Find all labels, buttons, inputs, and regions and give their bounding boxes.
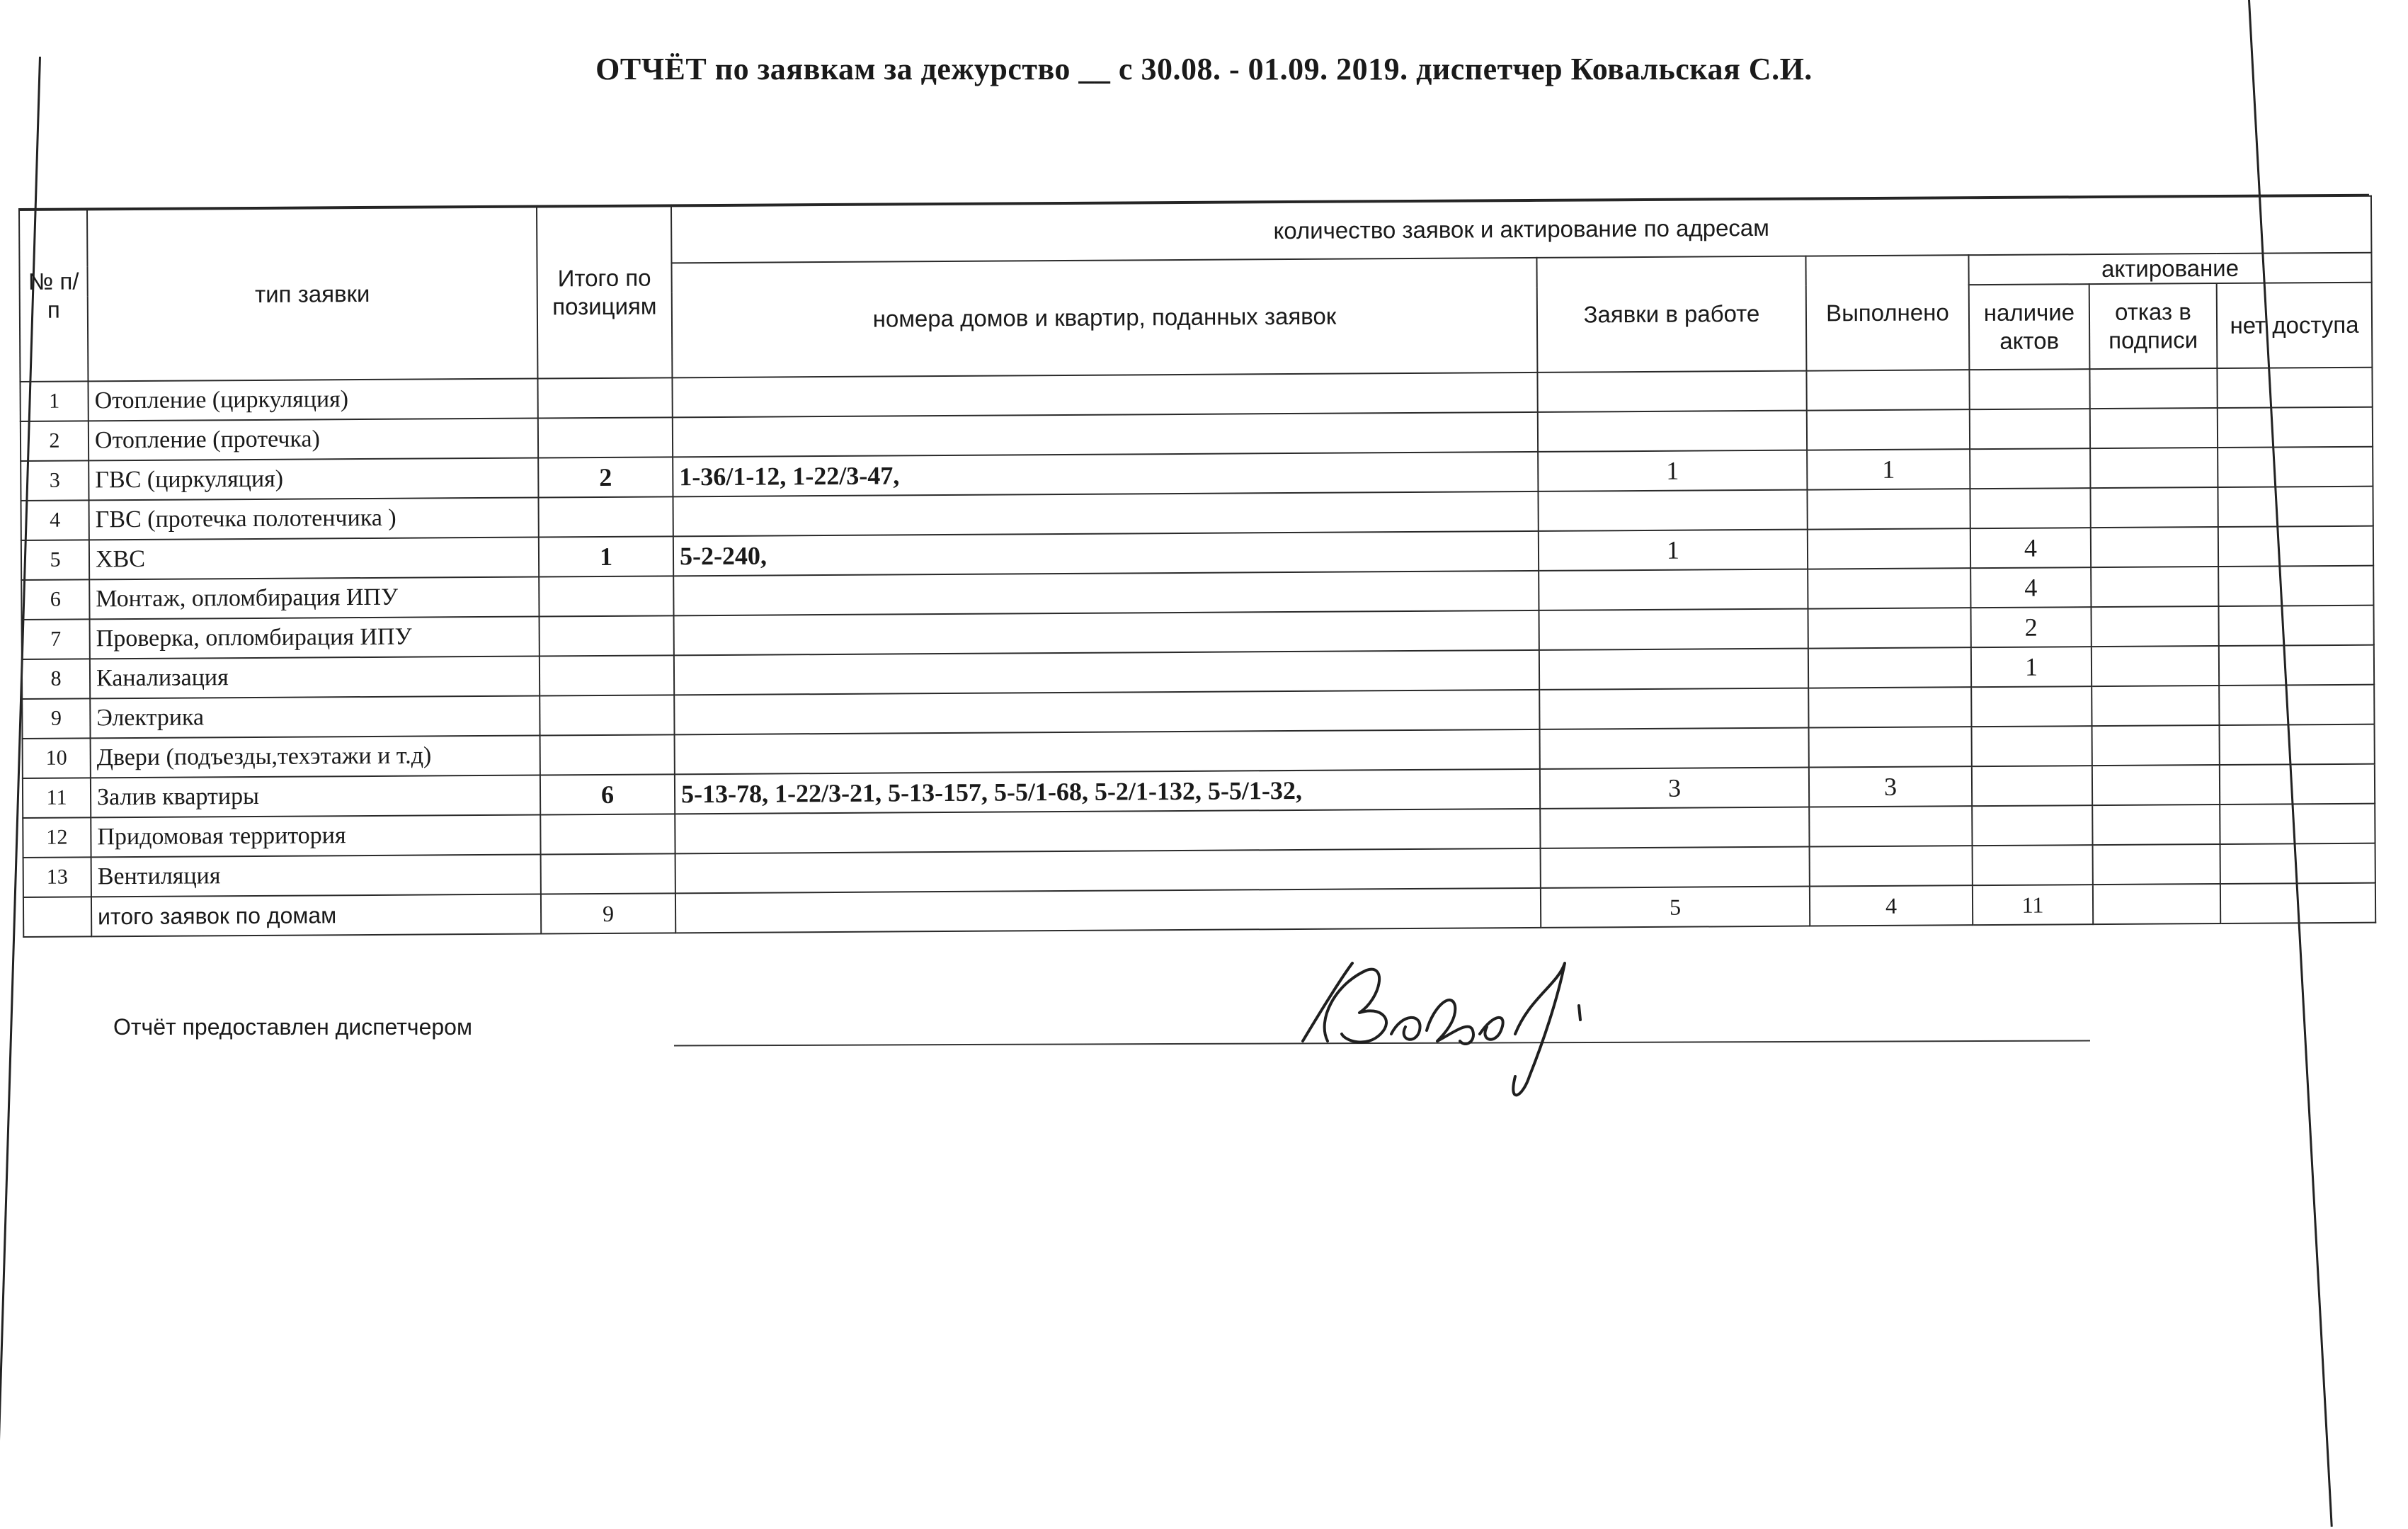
row-num: 4 — [21, 500, 89, 540]
row-addresses — [675, 809, 1540, 853]
row-done — [1808, 528, 1970, 569]
row-acts: 1 — [1971, 647, 2092, 687]
header-total: Итого по позициям — [537, 206, 672, 378]
row-acts — [1970, 488, 2090, 528]
totals-no-access — [2220, 883, 2375, 923]
row-acts — [1970, 409, 2090, 449]
row-total — [540, 695, 674, 735]
row-num: 12 — [23, 817, 91, 858]
row-type: Вентиляция — [91, 855, 541, 897]
row-done: 1 — [1807, 449, 1970, 489]
totals-num — [23, 897, 91, 937]
row-addresses: 5-2-240, — [673, 531, 1539, 576]
row-acts — [1970, 448, 2090, 489]
totals-total: 9 — [541, 893, 675, 933]
row-in-work — [1538, 490, 1807, 531]
row-done — [1809, 806, 1972, 846]
row-in-work — [1538, 411, 1807, 452]
row-type: Электрика — [90, 696, 540, 739]
row-addresses — [672, 373, 1537, 417]
row-type: Отопление (циркуляция) — [88, 379, 537, 421]
report-table-wrap — [18, 195, 2375, 938]
row-refused — [2090, 487, 2218, 528]
row-type: ХВС — [89, 538, 539, 580]
header-refused: отказ в подписи — [2089, 283, 2218, 369]
handwritten-signature — [1274, 935, 1643, 1119]
row-in-work — [1541, 847, 1810, 888]
row-no-access — [2219, 685, 2374, 725]
row-done — [1807, 409, 1970, 450]
row-type: ГВС (циркуляция) — [89, 458, 538, 501]
row-num: 10 — [23, 738, 91, 778]
row-num: 11 — [23, 778, 91, 818]
row-type: Канализация — [90, 656, 540, 699]
row-acts: 4 — [1970, 528, 2091, 568]
row-total — [538, 417, 673, 457]
row-addresses — [675, 729, 1540, 774]
row-done: 3 — [1809, 766, 1972, 807]
totals-acts: 11 — [1973, 885, 2093, 925]
row-refused — [2090, 408, 2218, 448]
row-in-work — [1539, 649, 1808, 690]
row-addresses — [674, 610, 1539, 655]
row-addresses — [673, 571, 1539, 615]
header-no-access: нет доступа — [2217, 283, 2373, 368]
row-in-work — [1540, 728, 1809, 769]
row-num: 7 — [22, 619, 90, 659]
footer-label: Отчёт предоставлен диспетчером — [113, 1014, 472, 1040]
row-no-access — [2218, 526, 2373, 567]
row-no-access — [2220, 764, 2375, 805]
header-in-work: Заявки в работе — [1536, 256, 1806, 373]
totals-refused — [2093, 884, 2220, 924]
row-refused — [2092, 725, 2220, 766]
row-done — [1809, 727, 1972, 767]
row-addresses — [674, 690, 1539, 734]
row-in-work: 1 — [1539, 530, 1808, 571]
row-no-access — [2220, 804, 2375, 844]
row-total — [539, 576, 673, 616]
totals-done: 4 — [1810, 885, 1973, 926]
row-total: 6 — [540, 774, 675, 814]
row-num: 3 — [21, 460, 89, 501]
row-in-work — [1539, 609, 1808, 650]
row-acts — [1972, 766, 2092, 806]
row-no-access — [2220, 724, 2375, 765]
row-total — [540, 734, 675, 775]
row-acts — [1973, 845, 2093, 885]
totals-label: итого заявок по домам — [91, 894, 541, 937]
row-type: ГВС (протечка полотенчика ) — [89, 498, 539, 540]
row-refused — [2092, 765, 2220, 805]
row-no-access — [2218, 606, 2373, 646]
row-no-access — [2220, 843, 2375, 884]
row-addresses — [675, 848, 1541, 893]
row-done — [1807, 489, 1970, 529]
row-refused — [2091, 606, 2218, 647]
row-no-access — [2218, 487, 2373, 527]
row-done — [1808, 608, 1970, 648]
row-num: 8 — [22, 659, 90, 699]
header-done: Выполнено — [1805, 255, 1969, 370]
row-in-work — [1539, 688, 1808, 729]
row-addresses — [673, 412, 1538, 457]
row-type: Отопление (протечка) — [89, 419, 538, 461]
row-num: 1 — [20, 381, 88, 421]
row-num: 9 — [22, 698, 90, 739]
row-acts — [1972, 726, 2092, 766]
row-num: 2 — [21, 421, 89, 461]
row-total — [538, 496, 673, 537]
row-total: 1 — [539, 536, 673, 576]
header-acting: актирование — [1968, 253, 2371, 285]
totals-in-work: 5 — [1541, 887, 1810, 928]
row-done — [1806, 370, 1969, 410]
row-refused — [2091, 527, 2218, 567]
row-done — [1808, 568, 1970, 608]
row-num: 13 — [23, 857, 91, 897]
header-type: тип заявки — [87, 208, 537, 382]
report-title: ОТЧЁТ по заявкам за дежурство __ с 30.08. - 01.09. 2019. диспетчер Ковальская С.И. — [595, 52, 1813, 86]
row-total — [540, 814, 675, 854]
row-type: Залив квартиры — [91, 775, 540, 818]
row-refused — [2091, 567, 2218, 607]
row-num: 6 — [21, 579, 89, 620]
header-acts: наличие актов — [1969, 284, 2090, 370]
row-type: Монтаж, опломбирация ИПУ — [89, 577, 539, 620]
row-refused — [2089, 368, 2217, 409]
row-in-work — [1540, 807, 1809, 848]
row-total — [540, 615, 674, 656]
row-no-access — [2219, 645, 2374, 686]
row-in-work — [1537, 371, 1806, 412]
row-total — [541, 853, 675, 894]
row-done — [1808, 687, 1971, 727]
totals-addresses — [675, 888, 1541, 933]
row-refused — [2092, 686, 2219, 726]
row-type: Проверка, опломбирация ИПУ — [90, 617, 540, 659]
table-body — [20, 368, 2375, 937]
row-no-access — [2218, 407, 2373, 448]
row-in-work: 3 — [1540, 768, 1809, 809]
row-num: 5 — [21, 540, 89, 580]
row-addresses — [673, 491, 1538, 536]
row-done — [1810, 846, 1973, 886]
row-no-access — [2218, 566, 2373, 606]
report-table — [18, 195, 2376, 938]
row-total — [537, 377, 672, 418]
row-acts — [1969, 369, 2089, 409]
row-type: Придомовая территория — [91, 815, 540, 858]
row-type: Двери (подъезды,техэтажи и т.д) — [91, 736, 540, 778]
row-no-access — [2217, 368, 2372, 408]
row-refused — [2092, 805, 2220, 845]
row-acts — [1971, 686, 2092, 727]
row-addresses: 5-13-78, 1-22/3-21, 5-13-157, 5-5/1-68, 5-2/1-132, 5-5/1-32, — [675, 769, 1540, 814]
row-refused — [2092, 646, 2219, 686]
header-group: количество заявок и актирование по адресам — [671, 196, 2371, 263]
row-in-work: 1 — [1538, 450, 1807, 491]
row-acts: 2 — [1970, 607, 2091, 647]
row-addresses — [674, 650, 1539, 695]
row-done — [1808, 647, 1971, 688]
row-refused — [2090, 448, 2218, 488]
row-acts: 4 — [1970, 567, 2091, 608]
row-addresses: 1-36/1-12, 1-22/3-47, — [673, 452, 1538, 496]
header-addresses: номера домов и квартир, поданных заявок — [671, 258, 1537, 377]
row-total: 2 — [538, 457, 673, 497]
row-acts — [1972, 805, 2092, 846]
row-in-work — [1539, 569, 1808, 610]
row-refused — [2093, 844, 2220, 885]
header-num: № п/п — [19, 210, 88, 382]
row-no-access — [2218, 447, 2373, 487]
row-total — [540, 655, 674, 695]
